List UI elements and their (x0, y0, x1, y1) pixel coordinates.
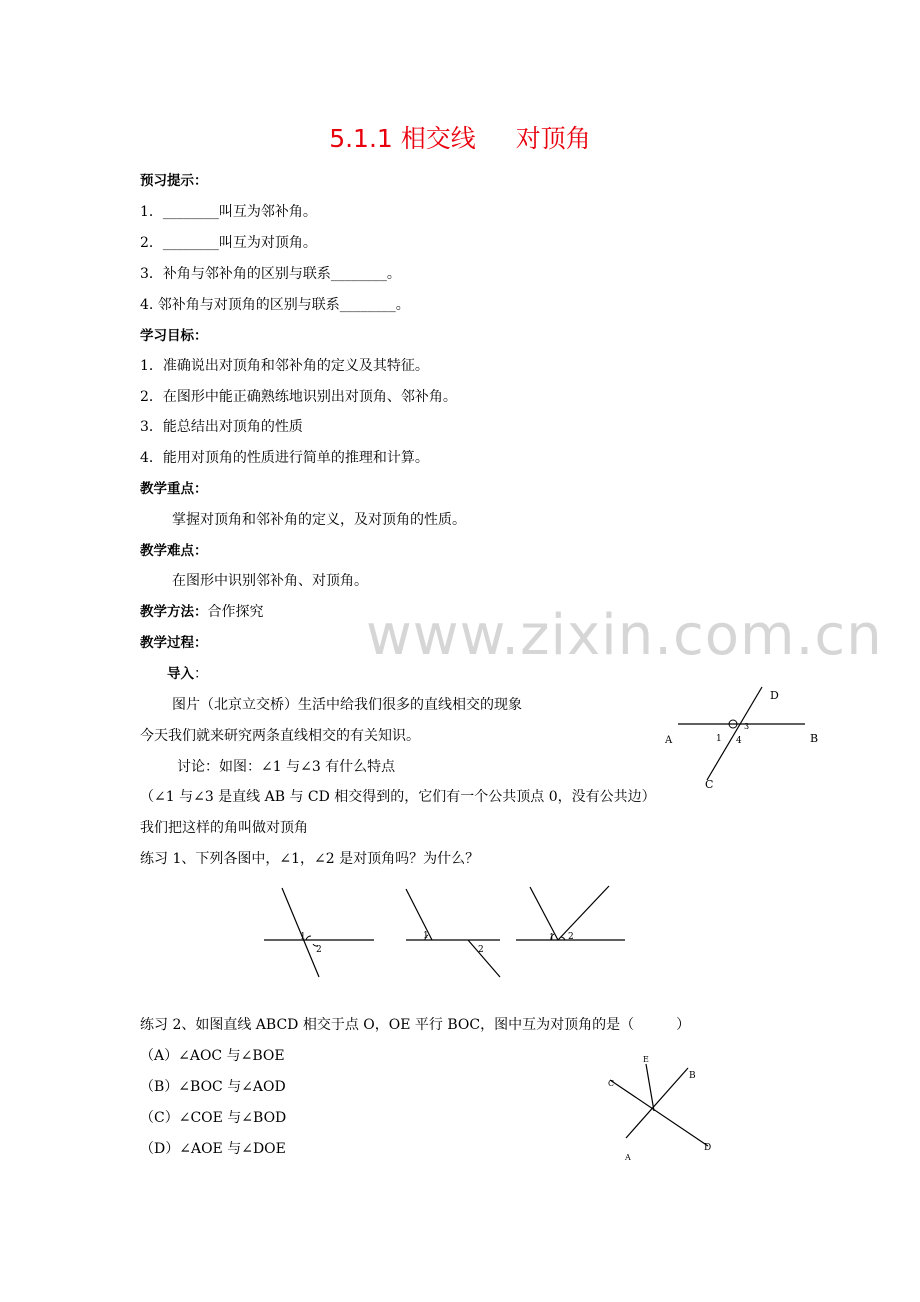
label-angle-1: 1 (716, 734, 722, 744)
process-line: 今天我们就来研究两条直线相交的有关知识。 (140, 728, 420, 744)
fig1-label-2: 2 (316, 945, 322, 955)
difficulty-heading: 教学难点： (140, 543, 208, 559)
label-a: A (665, 735, 673, 746)
preview-item: 3．补角与邻补角的区别与联系________。 (140, 266, 401, 282)
exercise2-option: （C）∠COE 与∠BOD (140, 1110, 287, 1126)
key-point-text: 掌握对顶角和邻补角的定义，及对顶角的性质。 (172, 512, 466, 528)
label-a-ex2: A (625, 1153, 631, 1162)
figure-intersecting-lines (660, 684, 830, 790)
process-line: 图片（北京立交桥）生活中给我们很多的直线相交的现象 (172, 697, 522, 713)
label-e: E (643, 1055, 649, 1064)
goal-item: 4．能用对顶角的性质进行简单的推理和计算。 (140, 450, 429, 466)
fig3-label-1: 1 (549, 933, 555, 943)
fig1-label-1: 1 (300, 932, 306, 942)
label-c-ex2: C (608, 1079, 615, 1088)
exercise2-option: （B）∠BOC 与∠AOD (140, 1079, 286, 1095)
label-d-ex2: D (704, 1143, 712, 1153)
process-heading: 教学过程： (140, 635, 208, 651)
fig2-label-1: 1 (423, 931, 429, 941)
label-b-ex2: B (689, 1071, 696, 1081)
page-title: 5.1.1 相交线 对顶角 (329, 124, 591, 153)
goals-heading: 学习目标： (140, 328, 208, 344)
figure-exercise1 (262, 884, 630, 980)
intro-label: 导入 (167, 666, 194, 682)
label-angle-3: 3 (744, 722, 750, 731)
method-heading: 教学方法： (140, 604, 208, 620)
method-line (140, 603, 264, 621)
key-point-heading: 教学重点： (140, 481, 208, 497)
exercise2-option: （A）∠AOC 与∠BOE (140, 1048, 285, 1064)
label-angle-4: 4 (736, 736, 742, 746)
preview-item: 4. 邻补角与对顶角的区别与联系________。 (140, 297, 410, 313)
exercise2-option: （D）∠AOE 与∠DOE (140, 1141, 286, 1157)
watermark: www.zixin.com.cn (366, 603, 883, 668)
intro-line: 导入： (167, 666, 208, 682)
fig3-label-2: 2 (568, 932, 574, 942)
goal-item: 2．在图形中能正确熟练地识别出对顶角、邻补角。 (140, 389, 457, 405)
goal-item: 3．能总结出对顶角的性质 (140, 419, 303, 435)
difficulty-text: 在图形中识别邻补角、对顶角。 (172, 573, 368, 589)
label-c: C (705, 778, 714, 791)
goal-item: 1．准确说出对顶角和邻补角的定义及其特征。 (140, 358, 429, 374)
preview-heading: 预习提示： (140, 173, 208, 189)
label-d: D (770, 689, 779, 702)
exercise1-text: 练习 1、下列各图中，∠1，∠2 是对顶角吗？为什么？ (140, 851, 480, 867)
process-line: （∠1 与∠3 是直线 AB 与 CD 相交得到的，它们有一个公共顶点 0，没有公共边） (140, 789, 656, 805)
preview-item: 2．________叫互为对顶角。 (140, 235, 317, 251)
process-line: 我们把这样的角叫做对顶角 (140, 820, 308, 836)
figure-exercise2 (598, 1054, 728, 1166)
label-b: B (810, 732, 819, 745)
method-text: 合作探究 (207, 604, 264, 620)
preview-item: 1．________叫互为邻补角。 (140, 204, 317, 220)
process-line: 讨论：如图：∠1 与∠3 有什么特点 (177, 759, 396, 775)
fig2-label-2: 2 (478, 945, 484, 955)
exercise2-text: 练习 2、如图直线 ABCD 相交于点 O，OE 平行 BOC，图中互为对顶角的是（ ） (140, 1017, 691, 1033)
